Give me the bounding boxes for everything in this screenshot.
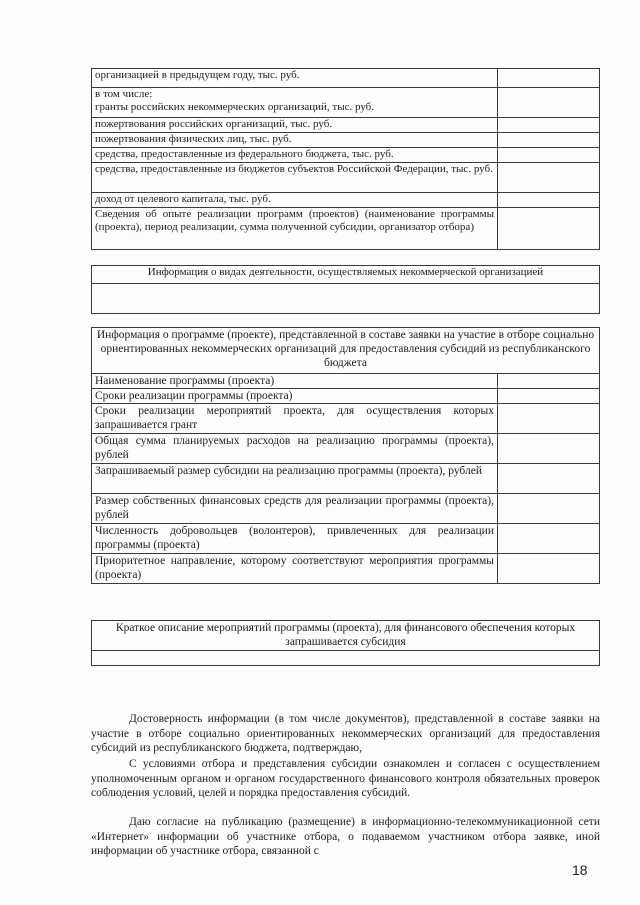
table-row-label: пожертвования российских организаций, тыс. руб. — [92, 118, 498, 133]
table-row-label: Сведения об опыте реализации программ (проектов) (наименование программы (проекта), период реализации, сумма полученной субсидии, организатор отбора) — [92, 208, 498, 250]
table-cell-empty — [498, 554, 600, 584]
table-cell-empty — [92, 651, 600, 666]
funding-sources-table — [91, 68, 600, 250]
table-cell-empty — [498, 88, 600, 118]
table-row-label: в том числе: гранты российских некоммерческих организаций, тыс. руб. — [92, 88, 498, 118]
table-row-label: Наименование программы (проекта) — [92, 374, 498, 389]
table-cell-empty — [498, 494, 600, 524]
table-row-label: Размер собственных финансовых средств для реализации программы (проекта), рублей — [92, 494, 498, 524]
table-cell-empty — [498, 389, 600, 404]
table-cell-empty — [498, 524, 600, 554]
table-row-label: пожертвования физических лиц, тыс. руб. — [92, 133, 498, 148]
page-number: 18 — [572, 862, 588, 878]
paragraph-consent: Даю согласие на публикацию (размещение) в информационно-телекоммуникационной сети «Интернет» информации об участнике отбора, о подаваемом участником отбора заявке, иной информации об участнике отбора, связанной с — [91, 816, 600, 857]
program-info-table — [91, 327, 600, 584]
table-cell-empty — [498, 69, 600, 88]
table-header: Краткое описание мероприятий программы (проекта), для финансового обеспечения которых запрашивается субсидия — [92, 621, 600, 651]
table-row-label: Сроки реализации мероприятий проекта, для осуществления которых запрашивается грант — [92, 404, 498, 434]
table-cell-empty — [498, 464, 600, 494]
table-row-label: средства, предоставленные из федерального бюджета, тыс. руб. — [92, 148, 498, 163]
table-cell-empty — [498, 133, 600, 148]
table-cell-empty — [498, 374, 600, 389]
table-cell-empty — [498, 193, 600, 208]
table-cell-empty — [498, 404, 600, 434]
table-row-label: Численность добровольцев (волонтеров), привлеченных для реализации программы (проекта) — [92, 524, 498, 554]
table-cell-empty — [498, 148, 600, 163]
paragraph-conditions: С условиями отбора и представления субсидии ознакомлен и согласен с осуществлением уполномоченным органом и органом государственного финансового контроля обязательных проверок соблюдения условий, целей и порядка предоставления субсидий. — [91, 758, 600, 799]
table-row-label: Общая сумма планируемых расходов на реализацию программы (проекта), рублей — [92, 434, 498, 464]
table-cell-empty — [498, 208, 600, 250]
table-row-label: Приоритетное направление, которому соответствуют мероприятия программы (проекта) — [92, 554, 498, 584]
table-cell-empty — [498, 434, 600, 464]
table-cell-empty — [92, 284, 600, 314]
table-header: Информация о видах деятельности, осуществляемых некоммерческой организацией — [92, 266, 600, 284]
table-row-label: доход от целевого капитала, тыс. руб. — [92, 193, 498, 208]
paragraph-reliability: Достоверность информации (в том числе документов), представленной в составе заявки на участие в отборе социально ориентированных некоммерческих организаций для предоставления субсидий из республиканского бюджета, подтверждаю, — [91, 713, 600, 754]
table-row-label: организацией в предыдущем году, тыс. руб. — [92, 69, 498, 88]
table-row-label: средства, предоставленные из бюджетов субъектов Российской Федерации, тыс. руб. — [92, 163, 498, 193]
table-row-label: Запрашиваемый размер субсидии на реализацию программы (проекта), рублей — [92, 464, 498, 494]
table-cell-empty — [498, 163, 600, 193]
table-cell-empty — [498, 118, 600, 133]
activity-types-table — [91, 265, 600, 314]
activities-description-table — [91, 620, 600, 666]
table-row-label: Сроки реализации программы (проекта) — [92, 389, 498, 404]
table-header: Информация о программе (проекте), представленной в составе заявки на участие в отборе социально ориентированных некоммерческих организаций для предоставления субсидий из республиканского бюджета — [92, 328, 600, 374]
